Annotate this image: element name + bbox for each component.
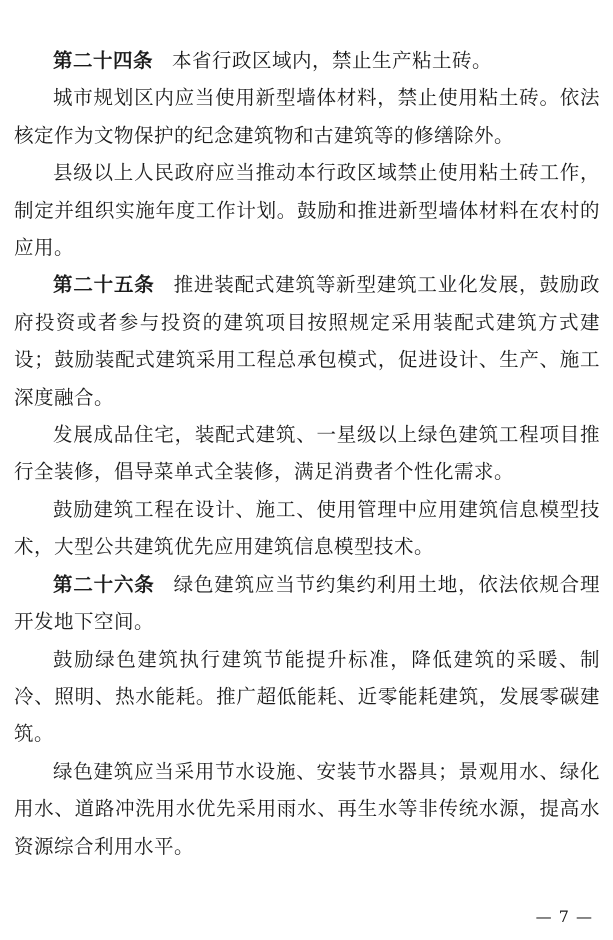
document-body bbox=[14, 42, 600, 865]
article-26-paragraph bbox=[14, 566, 600, 641]
article-heading: 第二十五条 bbox=[53, 273, 155, 297]
body-paragraph bbox=[14, 79, 600, 154]
body-paragraph bbox=[14, 154, 600, 266]
paragraph-text: 鼓励绿色建筑执行建筑节能提升标准，降低建筑的采暖、制冷、照明、热水能耗。推广超低能耗、近零能耗建筑，发展零碳建筑。 bbox=[14, 647, 600, 746]
article-24-paragraph bbox=[14, 42, 600, 79]
paragraph-text: 鼓励建筑工程在设计、施工、使用管理中应用建筑信息模型技术，大型公共建筑优先应用建筑信息模型技术。 bbox=[14, 497, 600, 559]
paragraph-text: 县级以上人民政府应当推动本行政区域禁止使用粘土砖工作，制定并组织实施年度工作计划。鼓励和推进新型墙体材料在农村的应用。 bbox=[14, 161, 600, 260]
paragraph-text: 绿色建筑应当节约集约利用土地，依法依规合理开发地下空间。 bbox=[14, 572, 600, 634]
page-number: — 7 — bbox=[535, 907, 593, 926]
paragraph-text: 发展成品住宅，装配式建筑、一星级以上绿色建筑工程项目推行全装修，倡导菜单式全装修，满足消费者个性化需求。 bbox=[14, 423, 600, 484]
paragraph-text: 绿色建筑应当采用节水设施、安装节水器具；景观用水、绿化用水、道路冲洗用水优先采用雨水、再生水等非传统水源，提高水资源综合利用水平。 bbox=[14, 759, 600, 858]
paragraph-text: 本省行政区域内，禁止生产粘土砖。 bbox=[172, 49, 493, 72]
paragraph-text: 城市规划区内应当使用新型墙体材料，禁止使用粘土砖。依法核定作为文物保护的纪念建筑物和古建筑等的修缮除外。 bbox=[14, 86, 600, 147]
body-paragraph bbox=[14, 416, 600, 491]
body-paragraph bbox=[14, 641, 600, 753]
article-heading: 第二十六条 bbox=[53, 572, 155, 596]
body-paragraph bbox=[14, 753, 600, 865]
paragraph-text: 推进装配式建筑等新型建筑工业化发展，鼓励政府投资或者参与投资的建筑项目按照规定采用装配式建筑方式建设；鼓励装配式建筑采用工程总承包模式，促进设计、生产、施工深度融合。 bbox=[14, 273, 600, 409]
body-paragraph bbox=[14, 491, 600, 566]
article-25-paragraph bbox=[14, 266, 600, 416]
article-heading: 第二十四条 bbox=[53, 49, 154, 72]
